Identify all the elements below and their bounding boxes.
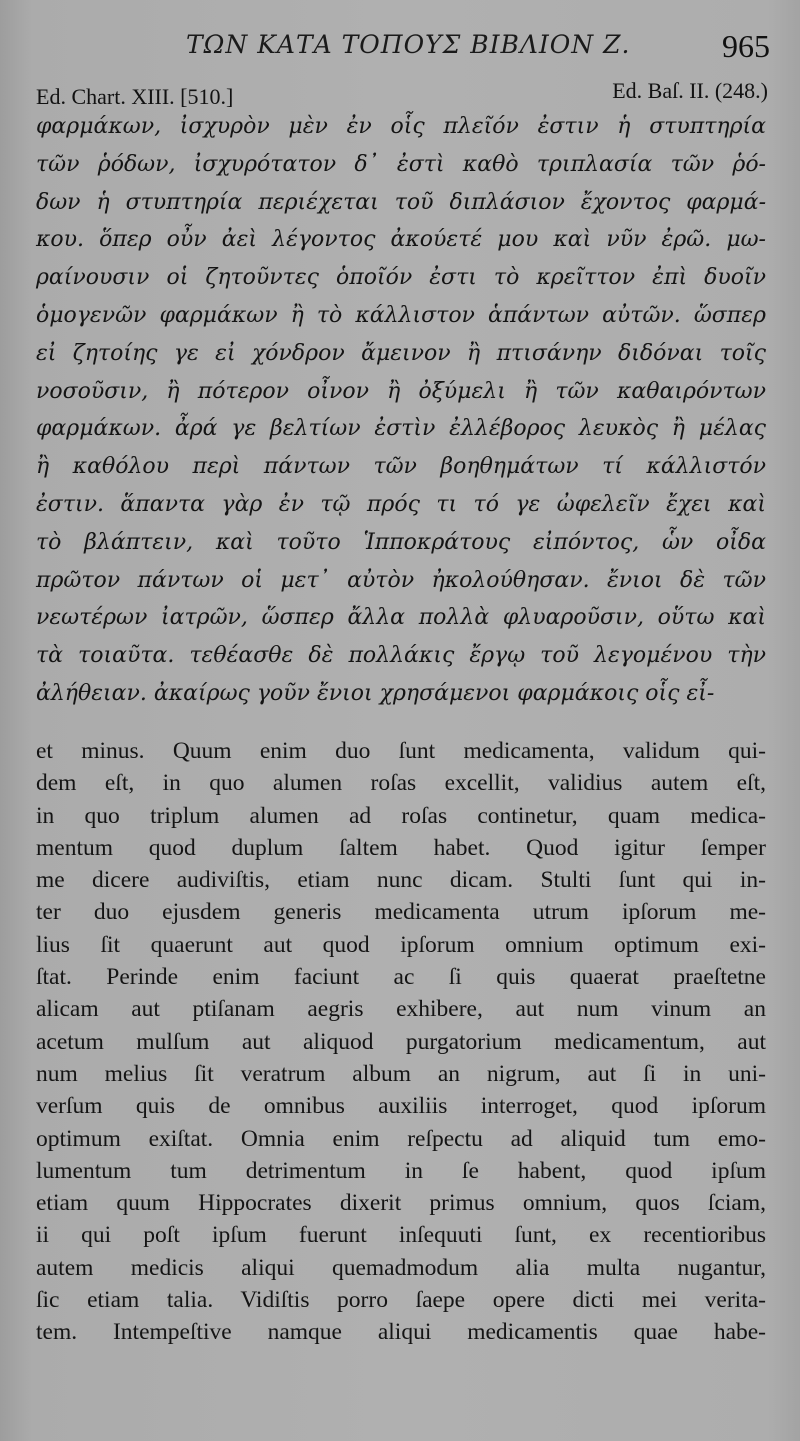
greek-line: τὰ τοιαῦτα. τεθέασθε δὲ πολλάκις ἔργῳ τοῦ λεγομένου τὴν (36, 643, 766, 669)
greek-line: φαρμάκων, ἰσχυρὸν μὲν ἐν οἷς πλεῖόν ἐστιν ἡ στυπτηρία (36, 114, 766, 139)
greek-line: δων ἡ στυπτηρία περιέχεται τοῦ διπλάσιον ἔχοντος φαρμά- (36, 189, 766, 215)
latin-line: verſum quis de omnibus auxiliis interroget, quod ipſorum (36, 1093, 766, 1120)
greek-line: πρῶτον πάντων οἱ μετ᾽ αὐτὸν ἠκολούθησαν. ἔνιοι δὲ τῶν (36, 567, 766, 593)
latin-line: etiam quum Hippocrates dixerit primus omnium, quos ſciam, (36, 1190, 766, 1217)
page-number: 965 (722, 28, 770, 64)
greek-line: ὁμογενῶν φαρμάκων ἢ τὸ κάλλιστον ἁπάντων αὐτῶν. ὥσπερ (36, 302, 766, 328)
latin-line: ii qui poſt ipſum fuerunt inſequuti ſunt, ex recentioribus (36, 1222, 766, 1249)
latin-line: lumentum tum detrimentum in ſe habent, quod ipſum (36, 1157, 766, 1184)
edition-reference-right: Ed. Baſ. II. (248.) (612, 78, 768, 103)
latin-line: mentum quod duplum ſaltem habet. Quod igitur ſemper (36, 834, 766, 861)
latin-line: num melius ſit veratrum album an nigrum, aut ſi in uni- (36, 1060, 766, 1087)
show-through-bleed (40, 678, 760, 702)
greek-line: νοσοῦσιν, ἢ πότερον οἶνον ἢ ὀξύμελι ἢ τῶν καθαιρόντων (36, 378, 766, 404)
latin-line: dem eſt, in quo alumen roſas excellit, validius autem eſt, (36, 770, 766, 797)
greek-line: ἐστιν. ἅπαντα γὰρ ἐν τῷ πρός τι τό γε ὠφελεῖν ἔχει καὶ (36, 491, 766, 517)
greek-line: εἰ ζητοίης γε εἰ χόνδρον ἄμεινον ἢ πτισάνην διδόναι τοῖς (36, 340, 766, 366)
latin-line: ter duo ejusdem generis medicamenta utrum ipſorum me- (36, 899, 766, 926)
greek-line: τῶν ῥόδων, ἰσχυρότατον δ᾽ ἐστὶ καθὸ τριπλασία τῶν ῥό- (36, 151, 766, 177)
latin-line: autem medicis aliqui quemadmodum alia multa nugantur, (36, 1254, 766, 1281)
latin-line: ſic etiam talia. Vidiſtis porro ſaepe opere dicti mei verita- (36, 1287, 766, 1314)
latin-line: lius ſit quaerunt aut quod ipſorum omnium optimum exi- (36, 931, 766, 958)
latin-line: ſtat. Perinde enim faciunt ac ſi quis quaerat praeſtetne (36, 964, 766, 991)
greek-line: νεωτέρων ἰατρῶν, ὥσπερ ἄλλα πολλὰ φλυαροῦσιν, οὕτω καὶ (36, 605, 766, 631)
greek-line: ἀλήθειαν. ἀκαίρως γοῦν ἔνιοι χρησάμενοι φαρμάκοις οἷς εἶ- (36, 680, 715, 706)
latin-line: tem. Intempeſtive namque aliqui medicamentis quae habe- (36, 1319, 766, 1346)
greek-line: κου. ὅπερ οὖν ἀεὶ λέγοντος ἀκούετέ μου καὶ νῦν ἐρῶ. μω- (36, 227, 766, 253)
greek-text-block (36, 108, 766, 713)
latin-line: me dicere audiviſtis, etiam nunc dicam. Stulti ſunt qui in- (36, 867, 766, 894)
greek-line: τὸ βλάπτειν, καὶ τοῦτο Ἱπποκράτους εἰπόντος, ὧν οἶδα (36, 529, 766, 555)
latin-line: optimum exiſtat. Omnia enim reſpectu ad aliquid tum emo- (36, 1125, 766, 1152)
running-title: ΤΩΝ ΚΑΤΑ ΤΟΠΟΥΣ ΒΙΒΛΙΟΝ Ζ. (186, 30, 631, 59)
latin-line: acetum mulſum aut aliquod purgatorium medicamentum, aut (36, 1028, 766, 1055)
latin-line: et minus. Quum enim duo ſunt medicamenta, validum qui- (36, 738, 766, 764)
edition-reference-left: Ed. Chart. XIII. [510.] (36, 84, 234, 109)
greek-line: φαρμάκων. ἆρά γε βελτίων ἐστὶν ἐλλέβορος λευκὸς ἢ μέλας (36, 416, 766, 442)
latin-text-block (36, 735, 766, 1349)
latin-line: in quo triplum alumen ad roſas continetur, quam medica- (36, 802, 766, 829)
greek-line: ἢ καθόλου περὶ πάντων τῶν βοηθημάτων τί κάλλιστόν (36, 454, 766, 480)
latin-line: alicam aut ptiſanam aegris exhibere, aut num vinum an (36, 996, 766, 1023)
greek-line: ραίνουσιν οἱ ζητοῦντες ὁποῖόν ἐστι τὸ κρεῖττον ἐπὶ δυοῖν (36, 265, 766, 291)
